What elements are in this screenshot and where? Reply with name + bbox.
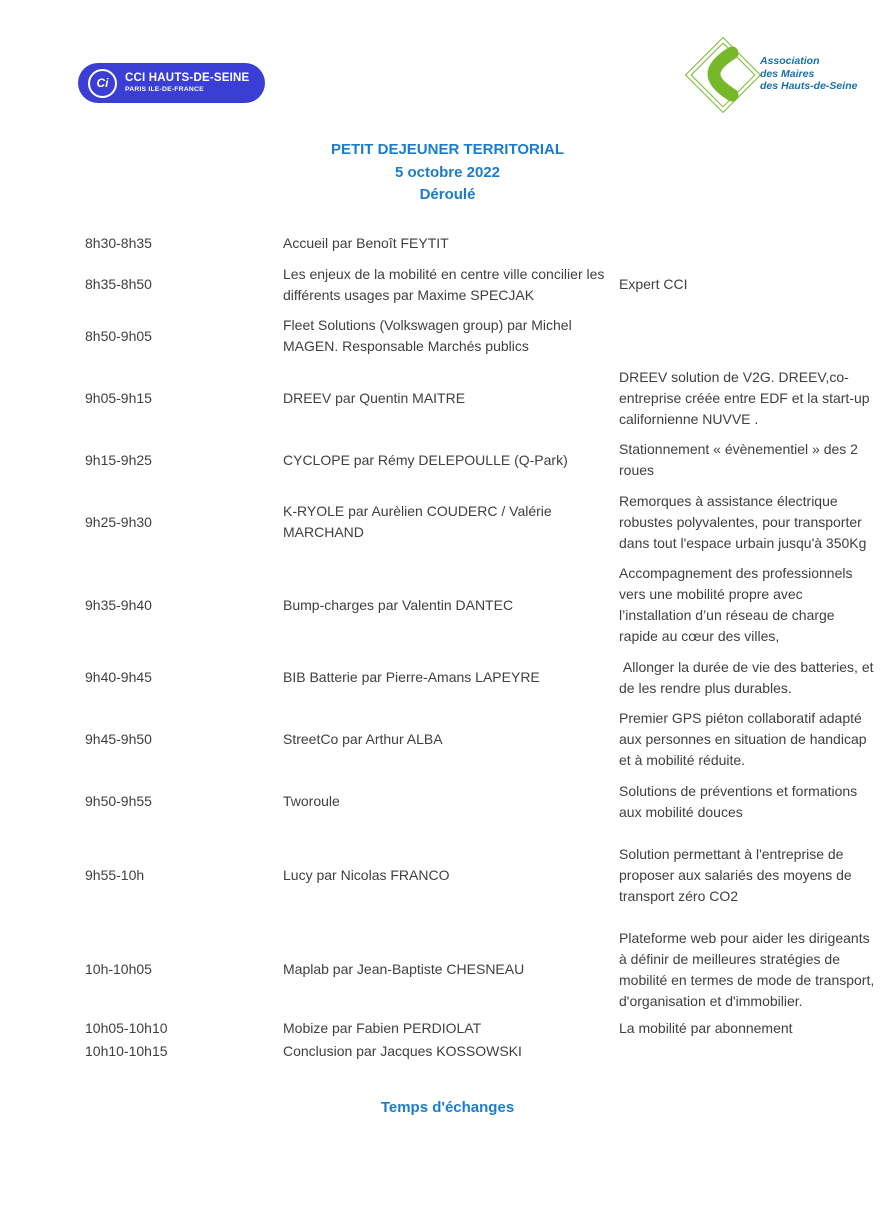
session-cell: Les enjeux de la mobilité en centre ville concilier les différents usages par Maxime SPECJAK	[283, 265, 605, 303]
table-row	[85, 776, 875, 828]
note-cell: Allonger la durée de vie des batteries, et de les rendre plus durables.	[619, 658, 878, 696]
table-row	[85, 362, 875, 435]
amd-logo-text	[760, 55, 857, 93]
note-cell: Solutions de préventions et formations aux mobilité douces	[619, 782, 862, 820]
session-cell: Tworoule	[283, 793, 340, 809]
page-header	[0, 0, 895, 125]
note-cell: Solution permettant à l'entreprise de proposer aux salariés des moyens de transport zéro CO2	[619, 845, 856, 904]
session-cell: Maplab par Jean-Baptiste CHESNEAU	[283, 961, 525, 977]
cci-logo-line2: PARIS ILE-DE-FRANCE	[125, 86, 204, 93]
session-cell: Lucy par Nicolas FRANCO	[283, 866, 450, 883]
amd-logo-line1: Association	[760, 55, 820, 68]
session-cell: Fleet Solutions (Volkswagen group) par Michel MAGEN. Responsable Marchés publics	[283, 317, 572, 354]
table-row	[85, 486, 875, 559]
note-cell: La mobilité par abonnement	[619, 1019, 793, 1036]
table-row	[85, 1040, 875, 1063]
time-cell: 9h25-9h30	[85, 513, 152, 530]
note-cell	[619, 1040, 875, 1063]
table-row	[85, 559, 875, 653]
amd-chevron-icon	[694, 46, 750, 102]
note-cell	[619, 311, 875, 363]
session-cell: Conclusion par Jacques KOSSOWSKI	[283, 1042, 522, 1059]
session-cell: Accueil par Benoît FEYTIT	[283, 235, 449, 251]
table-row	[85, 828, 875, 912]
table-row	[85, 259, 875, 311]
doc-subtitle: Déroulé	[419, 186, 476, 203]
session-cell: K-RYOLE par Aurèlien COUDERC / Valérie MARCHAND	[283, 503, 552, 540]
table-row	[85, 311, 875, 363]
cci-hauts-de-seine-logo	[78, 63, 265, 103]
session-cell: BIB Batterie par Pierre-Amans LAPEYRE	[283, 669, 540, 685]
note-cell: Stationnement « évènementiel » des 2 roues	[619, 441, 862, 478]
time-cell: 9h55-10h	[85, 866, 145, 883]
note-cell: Accompagnement des professionnels vers une mobilité propre avec l’installation d’un réseau de charge rapide au cœur des villes,	[619, 565, 857, 644]
time-cell: 10h10-10h15	[85, 1042, 168, 1059]
note-cell: DREEV solution de V2G. DREEV,co-entreprise créée entre EDF et la start-up californienne NUVVE .	[619, 368, 874, 427]
table-row	[85, 229, 875, 260]
table-row	[85, 1017, 875, 1040]
time-cell: 8h35-8h50	[85, 276, 152, 292]
title-block	[0, 139, 895, 207]
table-row	[85, 704, 875, 777]
schedule-table	[85, 229, 879, 1063]
cci-logo-line1: CCI HAUTS-DE-SEINE	[125, 72, 250, 84]
time-cell: 9h15-9h25	[85, 451, 152, 468]
note-cell: Remorques à assistance électrique robustes polyvalentes, pour transporter dans tout l'espace urbain jusqu'à 350Kg	[619, 492, 867, 551]
time-cell: 10h-10h05	[85, 961, 152, 977]
session-cell: DREEV par Quentin MAITRE	[283, 389, 466, 406]
time-cell: 10h05-10h10	[85, 1019, 168, 1036]
doc-date: 5 octobre 2022	[394, 163, 501, 181]
table-row	[85, 912, 875, 1017]
amd-diamond-icon	[686, 38, 758, 110]
cci-logo-text	[125, 72, 249, 94]
session-cell: StreetCo par Arthur ALBA	[283, 731, 443, 747]
amd-logo-line2: des Maires	[760, 67, 815, 80]
amd-logo-line3: des Hauts-de-Seine	[760, 80, 858, 93]
session-cell: Mobize par Fabien PERDIOLAT	[283, 1019, 482, 1036]
note-cell: Premier GPS piéton collaboratif adapté aux personnes en situation de handicap et à mobilité réduite.	[619, 710, 871, 768]
cci-monogram-icon: Ci	[88, 69, 117, 98]
time-cell: 9h50-9h55	[85, 793, 152, 809]
note-cell: Plateforme web pour aider les dirigeants à définir de meilleures stratégies de mobilité en termes de mode de transport, d'organisation et d'immobilier.	[619, 929, 879, 1009]
time-cell: 8h30-8h35	[85, 235, 152, 251]
note-cell	[619, 229, 875, 260]
footer-note: Temps d'échanges	[380, 1098, 515, 1116]
time-cell: 8h50-9h05	[85, 327, 152, 344]
session-cell: CYCLOPE par Rémy DELEPOULLE (Q-Park)	[283, 451, 568, 468]
time-cell: 9h45-9h50	[85, 731, 152, 747]
association-maires-logo	[686, 38, 857, 110]
doc-title: PETIT DEJEUNER TERRITORIAL	[330, 141, 565, 158]
table-row	[85, 435, 875, 487]
time-cell: 9h40-9h45	[85, 669, 152, 685]
time-cell: 9h05-9h15	[85, 389, 152, 406]
table-row	[85, 652, 875, 704]
session-cell: Bump-charges par Valentin DANTEC	[283, 596, 514, 613]
note-cell: Expert CCI	[619, 276, 688, 292]
time-cell: 9h35-9h40	[85, 596, 152, 613]
